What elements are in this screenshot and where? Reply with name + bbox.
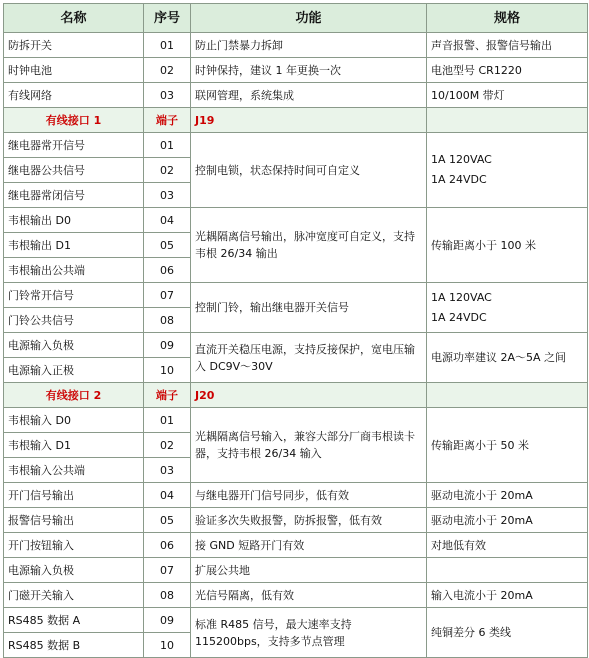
cell-no: 09: [144, 333, 191, 358]
cell-no: 05: [144, 233, 191, 258]
table-row: [4, 508, 588, 533]
cell-spec: 传输距离小于 100 米: [427, 208, 588, 283]
section-name: 有线接口 1: [4, 108, 144, 133]
table-row: [4, 558, 588, 583]
table-header-row: [4, 4, 588, 33]
table-row: [4, 608, 588, 633]
cell-name: 有线网络: [4, 83, 144, 108]
cell-name: 韦根输出 D0: [4, 208, 144, 233]
cell-no: 07: [144, 558, 191, 583]
spec-line: 1A 24VDC: [431, 310, 487, 324]
table-row: [4, 208, 588, 233]
cell-spec: 驱动电流小于 20mA: [427, 483, 588, 508]
cell-function: 控制门铃，输出继电器开关信号: [191, 283, 427, 333]
cell-function: 光耦隔离信号输入，兼容大部分厂商韦根读卡器，支持韦根 26/34 输入: [191, 408, 427, 483]
cell-name: 韦根输出公共端: [4, 258, 144, 283]
cell-function: 防止门禁暴力拆卸: [191, 33, 427, 58]
cell-name: 继电器公共信号: [4, 158, 144, 183]
table-row: [4, 58, 588, 83]
table-row: [4, 583, 588, 608]
cell-no: 03: [144, 183, 191, 208]
cell-no: 02: [144, 58, 191, 83]
cell-name: 电源输入正极: [4, 358, 144, 383]
cell-no: 04: [144, 208, 191, 233]
spec-line: 1A 120VAC: [431, 290, 492, 304]
header-function: 功能: [191, 4, 427, 33]
cell-no: 10: [144, 358, 191, 383]
section-row-interface-2: [4, 383, 588, 408]
cell-spec: 传输距离小于 50 米: [427, 408, 588, 483]
table-row: [4, 283, 588, 308]
header-no: 序号: [144, 4, 191, 33]
cell-spec: 声音报警、报警信号输出: [427, 33, 588, 58]
cell-no: 05: [144, 508, 191, 533]
cell-no: 07: [144, 283, 191, 308]
cell-no: 04: [144, 483, 191, 508]
header-spec: 规格: [427, 4, 588, 33]
cell-name: 开门信号输出: [4, 483, 144, 508]
cell-function: 光耦隔离信号输出，脉冲宽度可自定义，支持韦根 26/34 输出: [191, 208, 427, 283]
cell-name: RS485 数据 B: [4, 633, 144, 658]
cell-spec: 电源功率建议 2A～5A 之间: [427, 333, 588, 383]
cell-no: 01: [144, 33, 191, 58]
cell-name: 继电器常闭信号: [4, 183, 144, 208]
cell-name: 门铃常开信号: [4, 283, 144, 308]
section-code: J20: [191, 383, 427, 408]
cell-name: 开门按钮输入: [4, 533, 144, 558]
cell-spec: 输入电流小于 20mA: [427, 583, 588, 608]
cell-function: 接 GND 短路开门有效: [191, 533, 427, 558]
table-row: [4, 408, 588, 433]
table-row: [4, 483, 588, 508]
cell-spec: 电池型号 CR1220: [427, 58, 588, 83]
section-empty: [427, 383, 588, 408]
section-empty: [427, 108, 588, 133]
cell-no: 08: [144, 308, 191, 333]
table-row: [4, 333, 588, 358]
cell-spec: 10/100M 带灯: [427, 83, 588, 108]
cell-name: 防拆开关: [4, 33, 144, 58]
cell-function: 时钟保持，建议 1 年更换一次: [191, 58, 427, 83]
cell-name: 韦根输出 D1: [4, 233, 144, 258]
cell-function: 标准 R485 信号，最大速率支持 115200bps，支持多节点管理: [191, 608, 427, 658]
cell-no: 10: [144, 633, 191, 658]
table-row: [4, 33, 588, 58]
spec-table-container: [3, 3, 588, 658]
cell-no: 06: [144, 258, 191, 283]
cell-name: 韦根输入公共端: [4, 458, 144, 483]
cell-name: 继电器常开信号: [4, 133, 144, 158]
spec-line: 1A 120VAC: [431, 153, 492, 166]
cell-name: 电源输入负极: [4, 333, 144, 358]
cell-name: 韦根输入 D0: [4, 408, 144, 433]
cell-function: 验证多次失败报警，防拆报警，低有效: [191, 508, 427, 533]
cell-no: 06: [144, 533, 191, 558]
interface-spec-table: [3, 3, 588, 658]
section-code: J19: [191, 108, 427, 133]
cell-no: 02: [144, 433, 191, 458]
cell-name: 报警信号输出: [4, 508, 144, 533]
cell-spec: [427, 133, 588, 208]
cell-no: 03: [144, 458, 191, 483]
section-terminal: 端子: [144, 108, 191, 133]
cell-no: 02: [144, 158, 191, 183]
table-row: [4, 83, 588, 108]
cell-name: 韦根输入 D1: [4, 433, 144, 458]
cell-name: 时钟电池: [4, 58, 144, 83]
cell-no: 01: [144, 133, 191, 158]
cell-function: 光信号隔离，低有效: [191, 583, 427, 608]
table-row: [4, 133, 588, 158]
cell-function: 控制电锁，状态保持时间可自定义: [191, 133, 427, 208]
header-name: 名称: [4, 4, 144, 33]
cell-name: 门磁开关输入: [4, 583, 144, 608]
cell-function: 直流开关稳压电源，支持反接保护，宽电压输入 DC9V～30V: [191, 333, 427, 383]
cell-spec: 对地低有效: [427, 533, 588, 558]
cell-no: 03: [144, 83, 191, 108]
cell-name: 电源输入负极: [4, 558, 144, 583]
cell-spec: [427, 283, 588, 333]
cell-function: 联网管理，系统集成: [191, 83, 427, 108]
cell-name: RS485 数据 A: [4, 608, 144, 633]
cell-function: 扩展公共地: [191, 558, 427, 583]
cell-spec: 驱动电流小于 20mA: [427, 508, 588, 533]
cell-no: 08: [144, 583, 191, 608]
cell-no: 01: [144, 408, 191, 433]
cell-spec: [427, 558, 588, 583]
cell-spec: 纯铜差分 6 类线: [427, 608, 588, 658]
table-row: [4, 533, 588, 558]
cell-function: 与继电器开门信号同步，低有效: [191, 483, 427, 508]
section-row-interface-1: [4, 108, 588, 133]
cell-no: 09: [144, 608, 191, 633]
cell-name: 门铃公共信号: [4, 308, 144, 333]
section-name: 有线接口 2: [4, 383, 144, 408]
section-terminal: 端子: [144, 383, 191, 408]
spec-line: 1A 24VDC: [431, 173, 487, 186]
